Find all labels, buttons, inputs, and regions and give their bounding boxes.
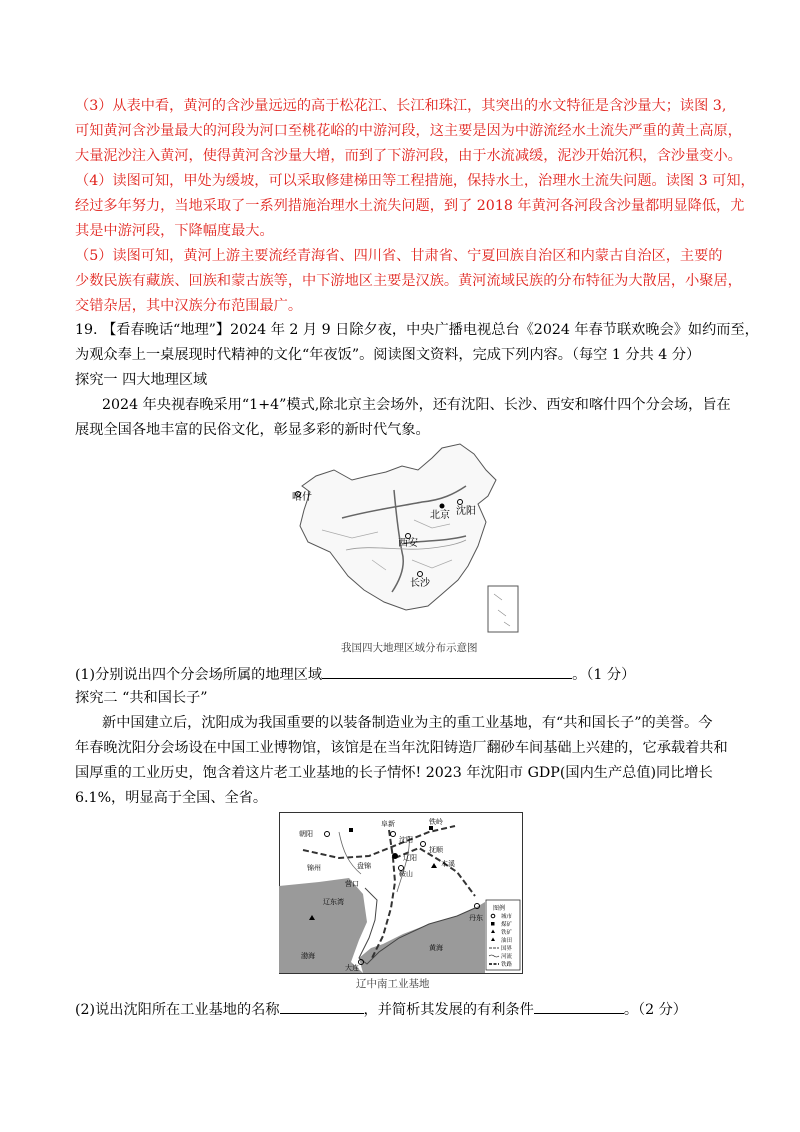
legend-item: 国界 — [501, 946, 513, 952]
map-label: 沈阳 — [399, 836, 413, 844]
answer-line: （5）读图可知，黄河上游主要流经青海省、四川省、甘肃省、宁夏回族自治区和内蒙古自治区，主要的 — [75, 248, 723, 264]
map-label: 沈阳 — [456, 506, 476, 517]
question-2-mid: ，并简析其发展的有利条件 — [363, 1002, 534, 1018]
map-label: 盘锦 — [357, 862, 371, 870]
answer-line: 可知黄河含沙量最大的河段为河口至桃花峪的中游河段，这主要是因为中游流经水土流失严重的黄土高原， — [75, 123, 742, 139]
question-19-stem: 19. 【看春晚话“地理”】2024 年 2 月 9 日除夕夜，中央广播电视总台《2024 年春节联欢晚会》如约而至， — [75, 322, 759, 338]
answer-line: 其是中游河段，下降幅度最大。 — [75, 223, 274, 239]
map-label: 辽东湾 — [323, 898, 344, 906]
legend-item: 油田 — [501, 938, 513, 944]
part2-paragraph: 新中国建立后，沈阳成为我国重要的以装备制造业为主的重工业基地，有“共和国长子”的美誉。今 — [102, 715, 713, 731]
answer-line: 少数民族有藏族、回族和蒙古族等，中下游地区主要是汉族。黄河流域民族的分布特征为大散居，小聚居， — [75, 273, 742, 289]
part1-paragraph: 展现全国各地丰富的民俗文化，彰显多彩的新时代气象。 — [75, 422, 430, 438]
question-1-suffix: 。（1 分） — [572, 667, 636, 683]
map-label: 抚顺 — [429, 846, 443, 854]
china-regions-map — [282, 440, 522, 640]
part1-paragraph: 2024 年央视春晚采用“1+4”模式,除北京主会场外，还有沈阳、长沙、西安和喀什四个分会场，旨在 — [102, 397, 731, 413]
map-label: 黄海 — [429, 944, 443, 952]
answer-line: 交错杂居，其中汉族分布范围最广。 — [75, 298, 303, 314]
map-label: 朝阳 — [299, 830, 313, 838]
question-1-prefix: (1)分别说出四个分会场所属的地理区域 — [75, 667, 323, 683]
question-19-stem: 为观众奉上一桌展现时代精神的文化“年夜饭”。阅读图文资料，完成下列内容。（每空 1 分共 4 分） — [75, 347, 701, 363]
answer-blank[interactable] — [534, 998, 624, 1014]
legend-title: 图例 — [493, 905, 506, 912]
map-legend — [486, 900, 520, 970]
part2-title: 探究二 “共和国长子” — [75, 690, 208, 706]
city-dot — [392, 853, 398, 859]
answer-line: 大量泥沙注入黄河，使得黄河含沙量大增，而到了下游河段，由于水流减缓，泥沙开始沉积，含沙量变小。 — [75, 148, 742, 164]
map-label: 喀什 — [292, 492, 312, 503]
question-2-prefix: (2)说出沈阳所在工业基地的名称 — [75, 1002, 280, 1018]
south-china-sea-inset — [488, 586, 518, 632]
answer-line: 经过多年努力，当地采取了一系列措施治理水土流失问题，到了 2018 年黄河各河段含沙量都明显降低，尤 — [75, 198, 745, 214]
map-label: 辽阳 — [403, 854, 417, 862]
map-label: 营口 — [345, 880, 359, 888]
coal-mine-marker — [349, 828, 353, 832]
map-label: 长沙 — [410, 578, 430, 589]
legend-item: 城市 — [501, 914, 513, 920]
map-label: 北京 — [430, 510, 450, 521]
map-caption: 辽中南工业基地 — [356, 978, 430, 990]
answer-line: （4）读图可知，甲处为缓坡，可以采取修建梯田等工程措施，保持水土，治理水土流失问题。读图 3 可知， — [75, 173, 755, 189]
answer-blank[interactable] — [280, 998, 364, 1014]
map-label: 西安 — [398, 538, 418, 549]
liaozhongnan-map — [279, 812, 523, 974]
question-1 — [75, 663, 635, 685]
city-dot — [440, 504, 445, 509]
legend-item: 煤矿 — [501, 922, 513, 928]
map-label: 铁岭 — [429, 818, 443, 826]
legend-item: 铁路 — [501, 962, 513, 968]
legend-item: 河流 — [501, 954, 513, 960]
question-2-suffix: 。（2 分） — [623, 1002, 687, 1018]
part2-paragraph: 国厚重的工业历史，饱含着这片老工业基地的长子情怀! 2023 年沈阳市 GDP(国内生产总值)同比增长 — [75, 765, 713, 781]
map-caption: 我国四大地理区域分布示意图 — [341, 642, 478, 654]
map-label: 阜新 — [381, 820, 395, 828]
map-label: 本溪 — [441, 860, 455, 868]
part2-paragraph: 6.1%，明显高于全国、全省。 — [75, 790, 268, 806]
answer-line: （3）从表中看，黄河的含沙量远远的高于松花江、长江和珠江，其突出的水文特征是含沙量大；读图 3, — [75, 98, 727, 114]
question-2 — [75, 998, 687, 1020]
legend-item: 铁矿 — [501, 930, 513, 936]
map-label: 渤海 — [301, 952, 315, 960]
answer-blank[interactable] — [322, 663, 572, 679]
map-label: 丹东 — [469, 914, 483, 922]
map-label: 锦州 — [307, 864, 321, 872]
coal-mine-marker — [429, 826, 433, 830]
part2-paragraph: 年春晚沈阳分会场设在中国工业博物馆，该馆是在当年沈阳铸造厂翻砂车间基础上兴建的，它承载着共和 — [75, 740, 728, 756]
map-label: 鞍山 — [399, 870, 413, 878]
part1-title: 探究一 四大地理区域 — [75, 372, 208, 388]
map-label: 大连 — [345, 964, 359, 972]
